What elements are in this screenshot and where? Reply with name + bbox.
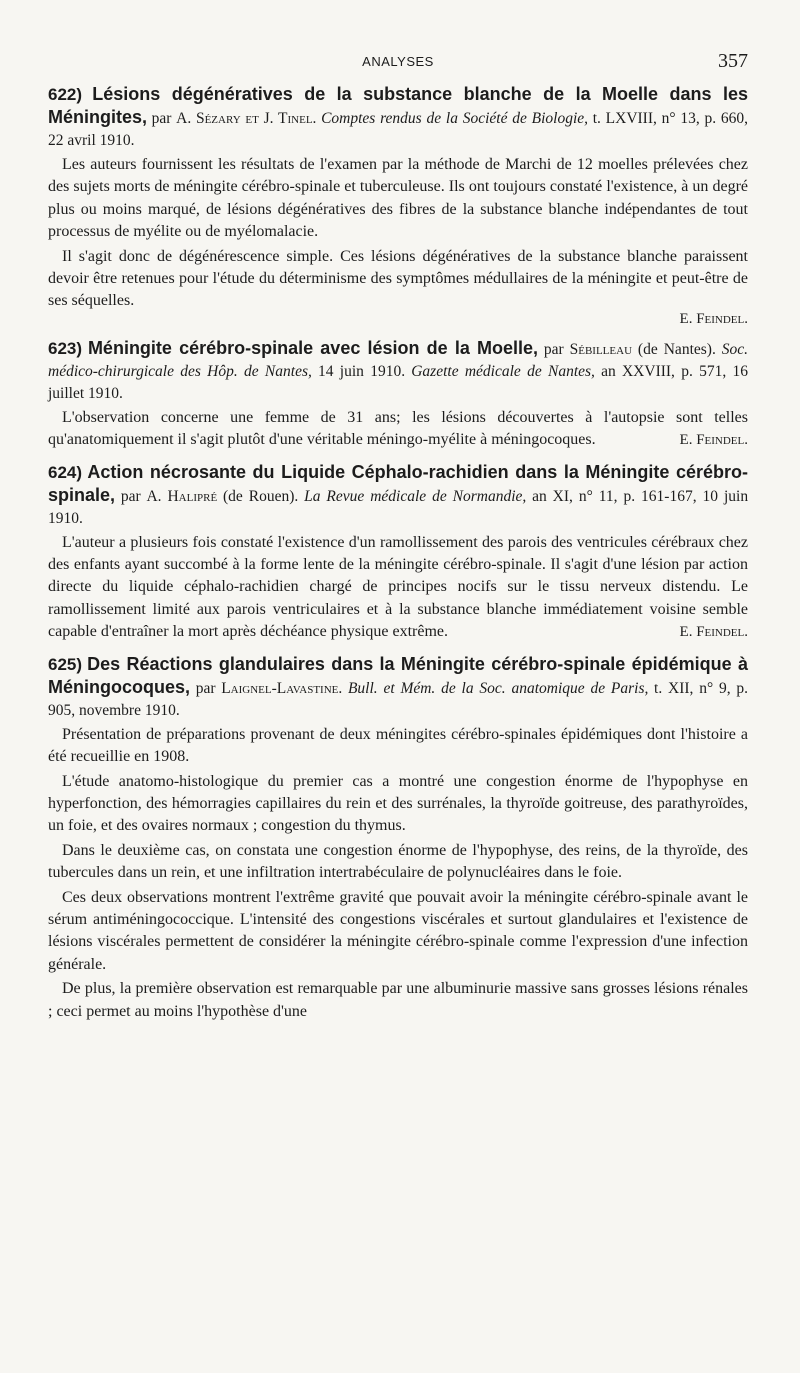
abstract-entry [48,84,748,328]
entry-by: par [151,110,172,127]
entry-authors: A. Halipré [146,487,218,505]
page-body [48,84,748,1033]
entry-paragraph [48,532,748,644]
entry-signature: E. Feindel. [679,624,748,641]
entry-journal: La Revue médicale de Normandie, [304,487,527,505]
entry-number: 622) [48,85,83,104]
entry-by: par [195,679,216,697]
entry-by: par [120,487,141,505]
page-number: 357 [718,50,748,72]
entry-heading [48,338,748,405]
entry-authors: Sébilleau [569,340,633,358]
entry-signature: E. Feindel. [679,432,748,449]
abstract-entry [48,338,748,452]
abstract-entry [48,462,748,644]
entry-title: Action nécrosante du Liquide Céphalo-rachidien dans la Méningite cérébro-spinale, [48,461,748,505]
entry-title: Des Réactions glandulaires dans la Méningite cérébro-spinale épidémique à Méningocoques, [48,653,748,697]
entry-paragraph: Ces deux observations montrent l'extrême gravité que pouvait avoir la méningite cérébro-spinale avant le sérum antiméningococcique. L'intensité des congestions viscérales et surtout glandulaires et l'existence de lésions viscérales permettent de considérer la méningite cérébro-spinale comme l'expression d'une infection générale. [48,888,748,973]
entry-by: par [543,340,564,358]
entry-signature: E. Feindel. [679,310,748,327]
entry-paragraph-text: L'observation concerne une femme de 31 ans; les lésions découvertes à l'autopsie sont telles qu'anatomiquement il s'agit plutôt d'une véritable méningo-myélite à méningocoques. [48,408,748,449]
page-header [48,50,748,74]
entry-paragraph: L'étude anatomo-histologique du premier cas a montré une congestion énorme de l'hypophyse en hyperfonction, des hémorragies capillaires du rein et des surrénales, la thyroïde goitreuse, des parathyroïdes, un foie, et des ovaires normaux ; congestion du thymus. [48,772,748,835]
entry-number: 624) [48,462,83,482]
entry-details: t. XII, n° 9, p. 905, novembre 1910. [48,679,749,719]
entry-paragraph-text: L'auteur a plusieurs fois constaté l'existence d'un ramollissement des parois des ventricules cérébraux chez des enfants ayant succombé à la forme lente de la méningite cérébro-spinale. Il s'agit d'une lésion par action directe du liquide céphalo-rachidien chargé de principes nocifs sur le tissu nerveux distendu. Le ramollissement limité aux parois ventriculaires et à la substance blanche immédiatement voisine semble capable d'entraîner la mort après déchéance physique extrême. [48,533,748,641]
entry-paragraph [48,407,748,452]
abstract-entry [48,654,748,1023]
entry-number: 623) [48,338,83,358]
entry-authors: Laignel-Lavastine. [221,679,343,697]
entry-details: an XI, n° 11, p. 161-167, 10 juin 1910. [48,487,749,527]
running-head: ANALYSES [362,54,434,69]
entry-paragraph: De plus, la première observation est remarquable par une albuminurie massive sans grosses lésions rénales ; ceci permet au moins l'hypothèse d'une [48,980,748,1020]
entry-title: Lésions dégénératives de la substance blanche de la Moelle dans les Méningites, [48,84,748,127]
entry-origin: (de Rouen). [223,487,299,505]
entry-journal: Comptes rendus de la Société de Biologie, [321,110,589,127]
entry-paragraph: Dans le deuxième cas, on constata une congestion énorme de l'hypophyse, des reins, de la thyroïde, des tubercules dans un rein, et une infiltration intertrabéculaire de polynucléaires dans le foie. [48,841,748,882]
entry-details: 14 juin 1910. [318,362,406,380]
entry-paragraph: Les auteurs fournissent les résultats de l'examen par la méthode de Marchi de 12 moelles prélevées chez des sujets morts de méningite cérébro-spinale et tuberculeuse. Ils ont toujours constaté l'existence, à un degré plus ou moins marqué, de lésions dégénératives des fibres de la substance blanche indépendantes de tout processus de myélite ou de myélomalacie. [48,156,748,241]
entry-origin: (de Nantes). [637,340,716,358]
entry-journal-secondary: Gazette médicale de Nantes, [411,362,595,380]
entry-heading [48,654,748,722]
entry-journal: Bull. et Mém. de la Soc. anatomique de Paris, [347,679,649,697]
entry-paragraph: Il s'agit donc de dégénérescence simple. Ces lésions dégénératives de la substance blanche paraissent devoir être retenues pour l'étude du déterminisme des symptômes médullaires de la méningite et peut-être de ses séquelles. [48,247,748,310]
entry-details-secondary: an XXVIII, p. 571, 16 juillet 1910. [48,362,749,402]
entry-details: t. LXVIII, n° 13, p. 660, 22 avril 1910. [48,110,749,149]
entry-number: 625) [48,654,83,674]
entry-heading [48,462,748,530]
entry-journal: Soc. médico-chirurgicale des Hôp. de Nantes, [48,340,748,380]
entry-paragraph: Présentation de préparations provenant de deux méningites cérébro-spinales épidémiques dont l'histoire a été recueillie en 1908. [48,725,748,766]
entry-heading [48,84,748,152]
entry-title: Méningite cérébro-spinale avec lésion de la Moelle, [87,337,539,358]
entry-authors: A. Sézary et J. Tinel. [176,110,317,127]
